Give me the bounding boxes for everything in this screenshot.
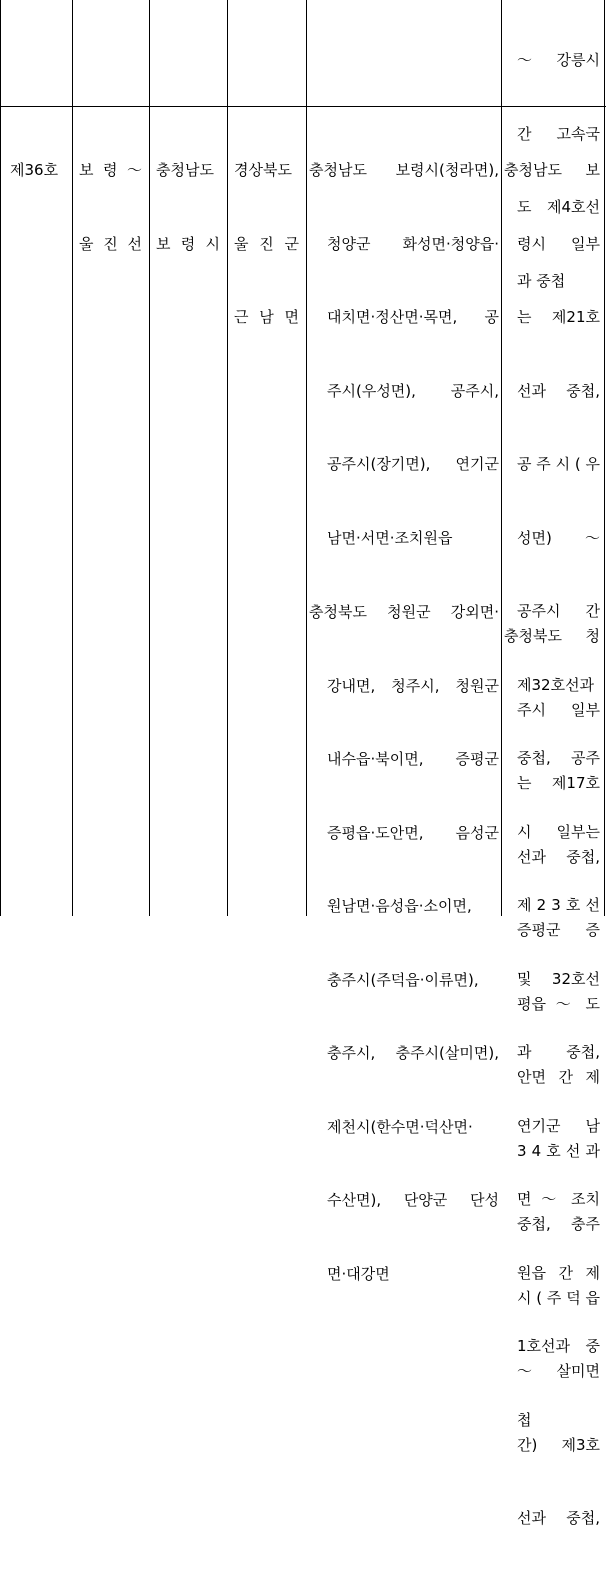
column-border <box>306 0 307 916</box>
waypoint-line: 주시(우성면), 공주시, <box>327 381 499 400</box>
note-line: 간 고속국 <box>517 124 600 143</box>
column-border <box>501 0 502 916</box>
waypoints-chungbuk <box>309 551 499 1335</box>
column-border <box>0 0 1 916</box>
waypoint-line: 원남면·음성읍·소이면, <box>327 897 472 915</box>
note-line: 성면) ～ <box>517 528 600 547</box>
note-line: 는 제17호 <box>517 774 600 792</box>
row-divider <box>0 106 606 107</box>
column-border <box>72 0 73 916</box>
waypoint-line: 남면·서면·조치원읍 <box>327 528 453 547</box>
note-line: 충청남도 보 <box>504 161 600 179</box>
route-name-line: 울 진 선 <box>79 234 142 253</box>
start-point-line: 보 령 시 <box>156 234 220 253</box>
note-line: 첩 <box>517 1410 532 1429</box>
note-line: 원읍 간 제 <box>517 1263 600 1282</box>
note-line: 면 ～ 조치 <box>517 1190 600 1208</box>
route-number: 제36호 <box>10 161 59 179</box>
note-line: 령시 일부 <box>517 234 600 253</box>
route-name-cell <box>79 109 142 305</box>
waypoint-line: 공주시(장기면), 연기군 <box>327 455 499 473</box>
note-line: 과 중첩 <box>517 271 566 290</box>
waypoint-line: 충청북도 청원군 강외면· <box>309 603 499 621</box>
note-line: 시 일부는 <box>517 822 600 841</box>
column-border <box>149 0 150 916</box>
note-line: 는 제21호 <box>517 308 600 326</box>
waypoint-line: 대치면·정산면·목면, 공 <box>327 308 499 326</box>
note-line: 간) 제3호 <box>517 1435 600 1454</box>
end-point-cell <box>234 109 299 379</box>
note-line: 안면 간 제 <box>517 1068 600 1086</box>
note-line: 및 32호선 <box>517 969 600 988</box>
note-line: ～ 살미면 <box>517 1362 600 1380</box>
waypoint-line: 청양군 화성면·청양읍· <box>327 234 499 253</box>
note-line: 도 제4호선 <box>517 198 600 216</box>
end-point-line: 경상북도 <box>234 161 292 179</box>
waypoint-line: 면·대강면 <box>327 1264 390 1283</box>
note-chungbuk <box>504 575 600 1580</box>
note-line: 중첩, 충주 <box>517 1215 600 1233</box>
note-line: 제32호선과 <box>517 675 595 694</box>
note-line: 충청북도 청 <box>504 627 600 645</box>
note-line: 시 ( 주 덕 읍 <box>517 1288 600 1307</box>
waypoint-line: 내수읍·북이면, 증평군 <box>327 750 499 768</box>
note-line: 주시 일부 <box>517 700 600 719</box>
column-border <box>227 0 228 916</box>
column-border <box>604 0 605 916</box>
waypoint-line: 증평읍·도안면, 음성군 <box>327 823 499 842</box>
waypoint-line: 강내면, 청주시, 청원군 <box>327 676 499 695</box>
end-point-line: 울 진 군 <box>234 234 299 253</box>
start-point-line: 충청남도 <box>156 161 214 179</box>
note-line: ～ 강릉시 <box>517 51 600 69</box>
note-line: 평읍 ～ 도 <box>517 994 600 1013</box>
waypoint-line: 충청남도 보령시(청라면), <box>309 161 499 179</box>
start-point-cell <box>156 109 220 305</box>
note-line: 과 중첩, <box>517 1043 600 1061</box>
route-number-cell <box>10 109 70 232</box>
route-name-line: 보 령 ～ <box>79 161 142 179</box>
note-line: 공 주 시 ( 우 <box>517 455 600 473</box>
waypoint-line: 제천시(한수면·덕산면· <box>327 1117 473 1136</box>
note-line: 3 4 호 선 과 <box>517 1141 600 1160</box>
note-line: 증평군 증 <box>517 921 600 939</box>
note-line: 1호선과 중 <box>517 1337 600 1355</box>
note-line: 선과 중첩, <box>517 847 600 866</box>
waypoint-line: 충주시, 충주시(살미면), <box>327 1044 499 1062</box>
note-line: 선과 중첩, <box>517 1509 600 1527</box>
waypoint-line: 수산면), 단양군 단성 <box>327 1191 499 1209</box>
note-line: 선과 중첩, <box>517 381 600 400</box>
note-line: 연기군 남 <box>517 1116 600 1135</box>
waypoint-line: 충주시(주덕읍·이류면), <box>327 970 479 989</box>
note-line: 중첩, 공주 <box>517 749 600 767</box>
end-point-line: 근 남 면 <box>234 308 299 326</box>
note-line: 제 2 3 호 선 <box>517 896 600 914</box>
note-line: 공주시 간 <box>517 602 600 620</box>
waypoints-chungnam <box>309 109 499 599</box>
